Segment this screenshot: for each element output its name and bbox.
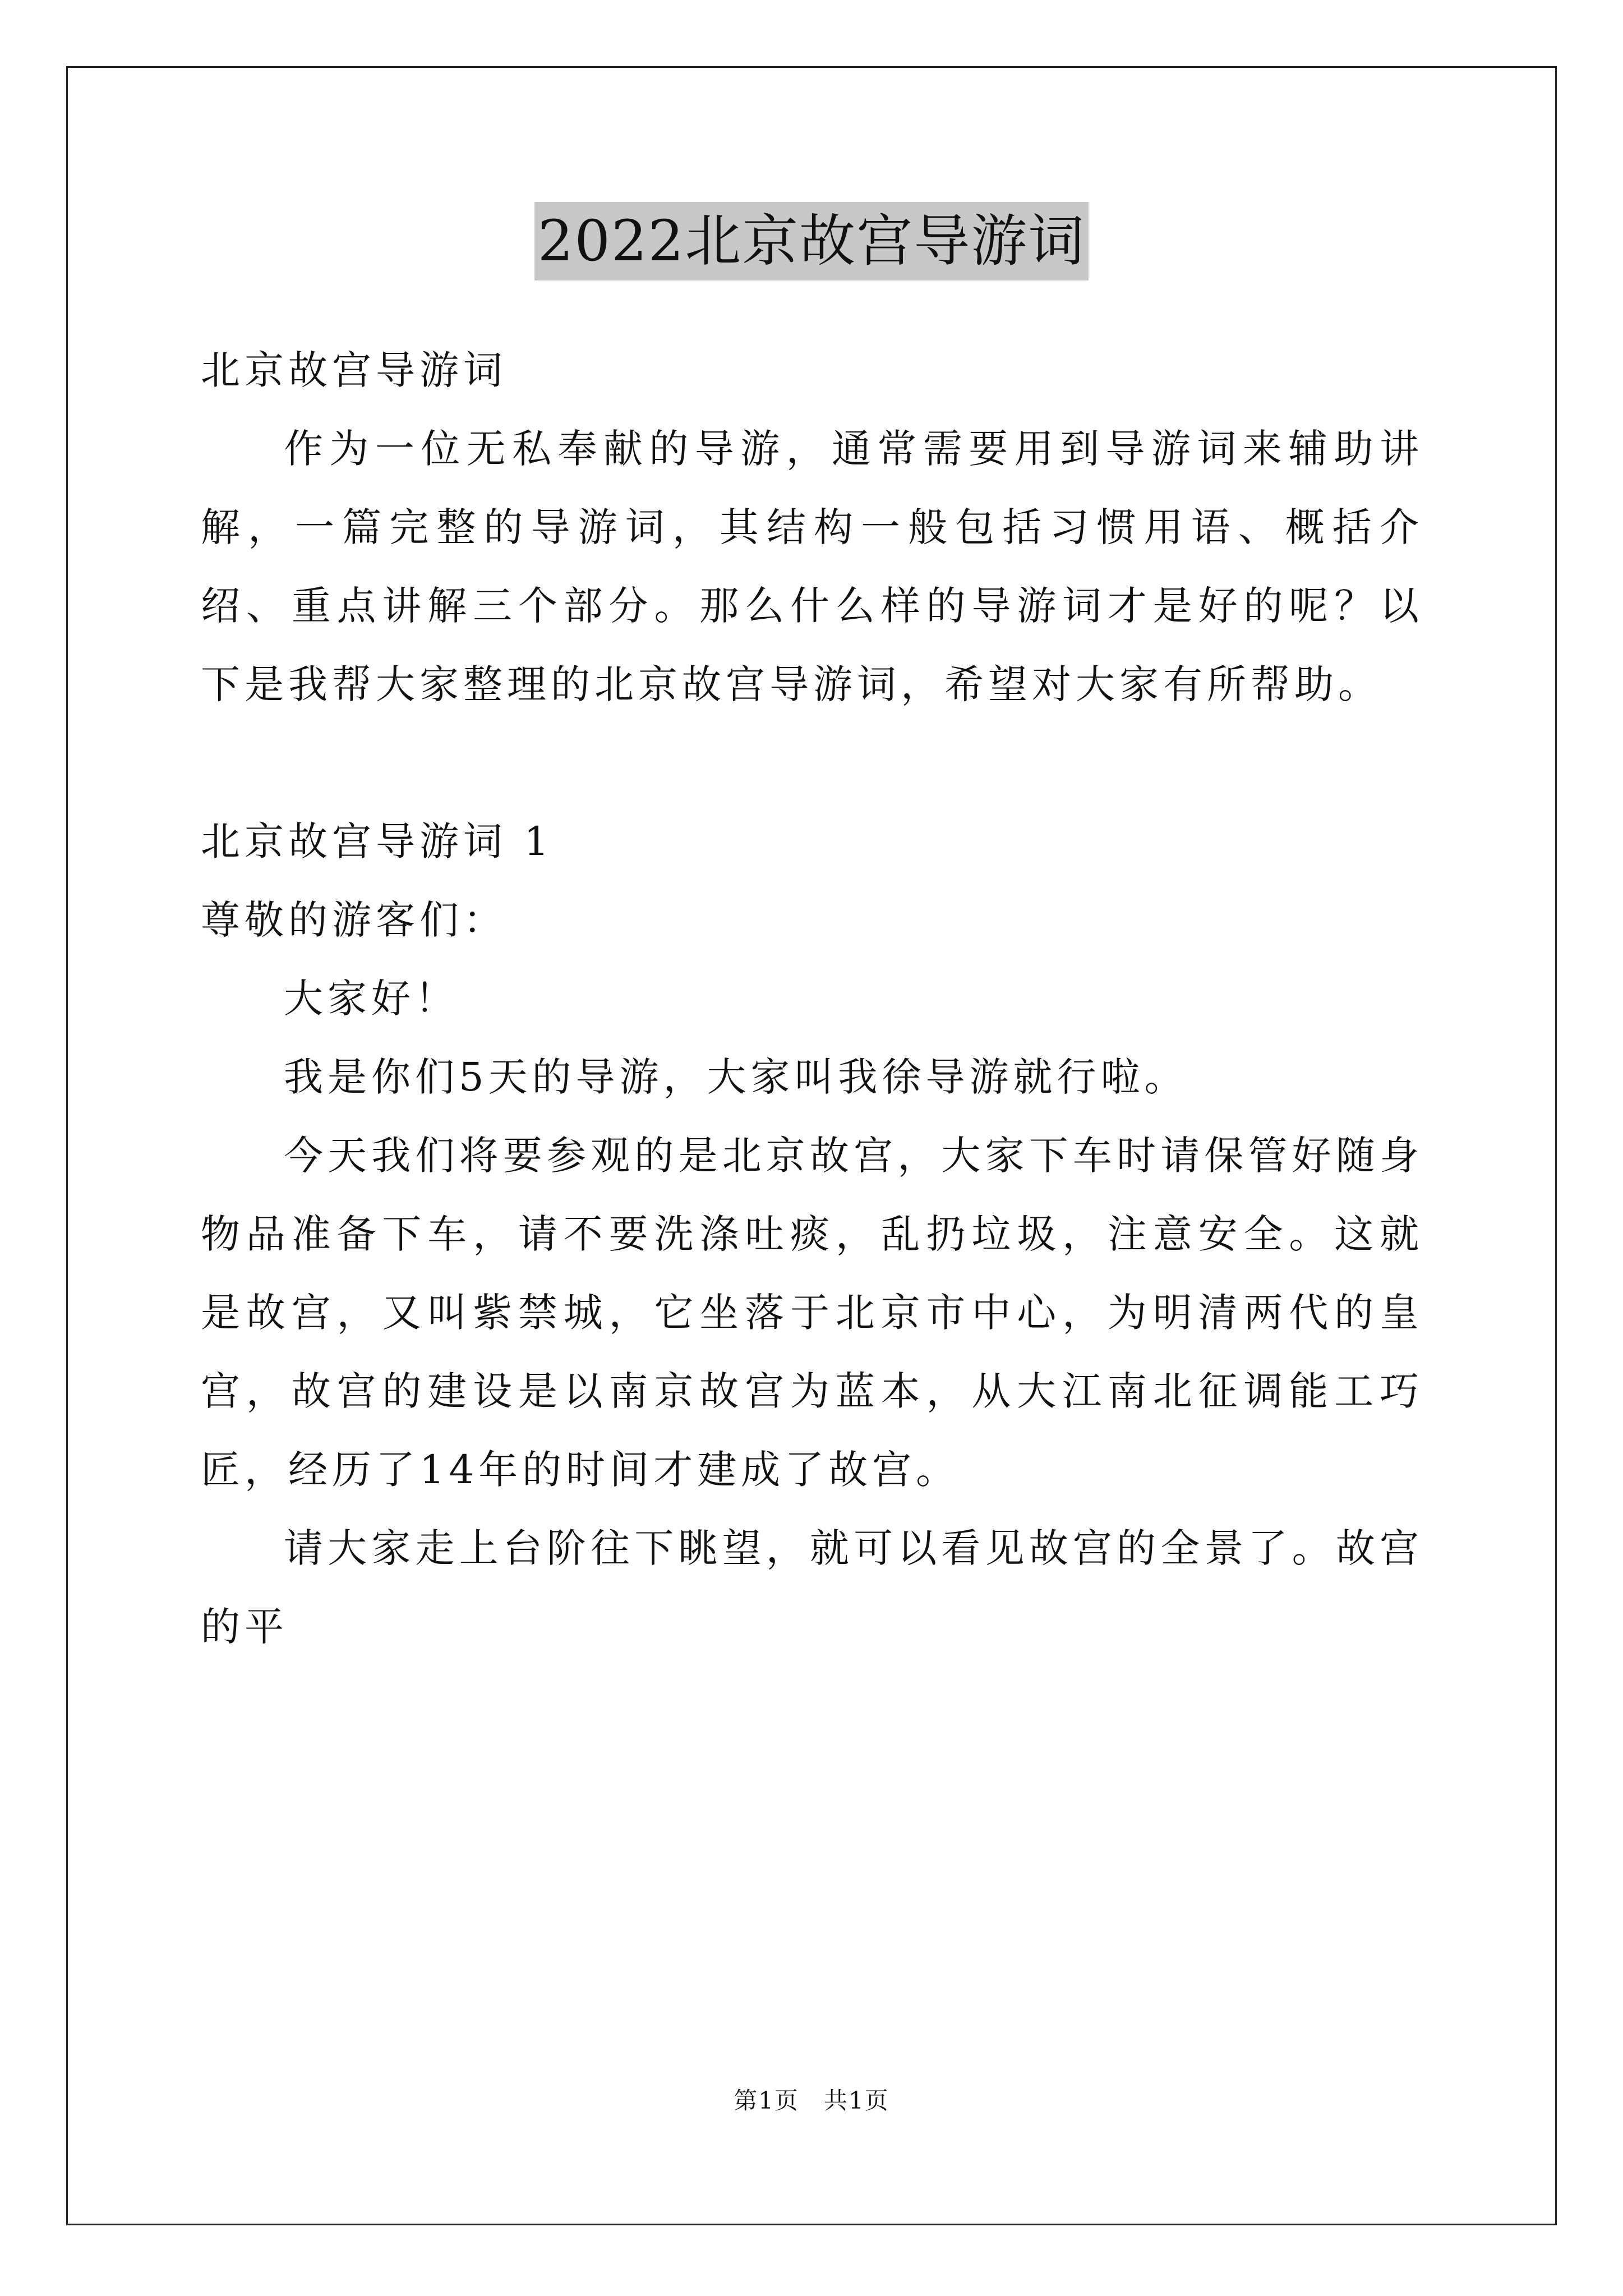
intro-paragraph: 作为一位无私奉献的导游，通常需要用到导游词来辅助讲解，一篇完整的导游词，其结构一般包括习惯用语、概括介绍、重点讲解三个部分。那么什么样的导游词才是好的呢？以下是我帮大家整理的北京故宫导游词，希望对大家有所帮助。 [201, 426, 1423, 707]
body-paragraph: 今天我们将要参观的是北京故宫，大家下车时请保管好随身物品准备下车，请不要洗涤吐痰，乱扔垃圾，注意安全。这就是故宫，又叫紫禁城，它坐落于北京市中心，为明清两代的皇宫，故宫的建设是以南京故宫为蓝本，从大江南北征调能工巧匠，经历了14年的时间才建成了故宫。 [201, 1133, 1423, 1493]
page-footer: 第1页 共1页 [734, 2087, 889, 2114]
section-heading: 北京故宫导游词 1 [201, 818, 554, 864]
document-title: 2022北京故宫导游词 [534, 202, 1089, 280]
body-paragraph: 我是你们5天的导游，大家叫我徐导游就行啦。 [284, 1054, 1188, 1100]
document-subtitle: 北京故宫导游词 [201, 347, 507, 393]
document-body [201, 331, 1423, 1666]
body-paragraph: 请大家走上台阶往下眺望，就可以看见故宫的全景了。故宫的平 [201, 1525, 1423, 1650]
title-area [0, 202, 1623, 280]
body-paragraph: 大家好！ [284, 976, 459, 1022]
greeting: 尊敬的游客们： [201, 897, 507, 943]
